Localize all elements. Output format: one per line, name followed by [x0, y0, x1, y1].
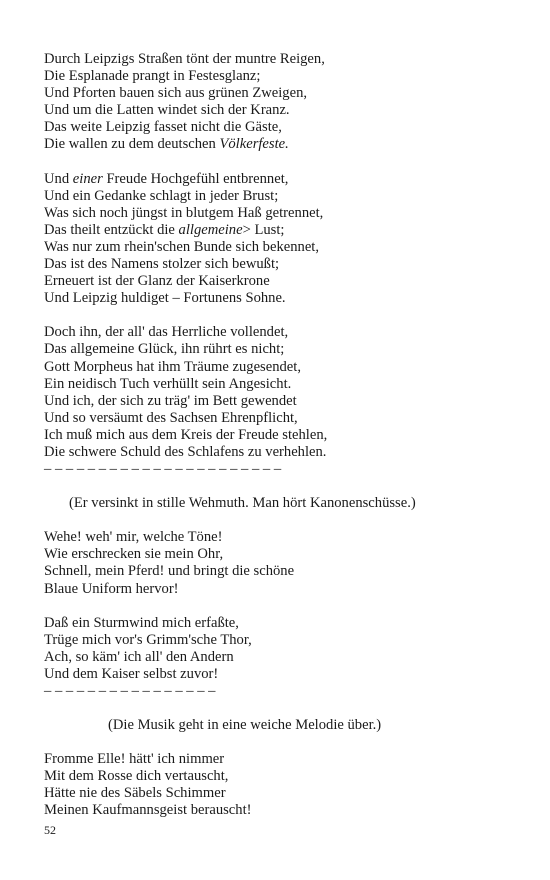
emphasis-text: Völkerfeste. [219, 136, 289, 153]
verse-line: Ich muß mich aus dem Kreis der Freude stehlen, [44, 426, 328, 443]
verse-line: Doch ihn, der all' das Herrliche vollendet, [44, 324, 289, 341]
stanza-4 [44, 529, 514, 597]
stanza-gap [44, 700, 514, 717]
dash-separator: – – – – – – – – – – – – – – – – [44, 683, 216, 699]
verse-text: Die wallen zu dem deutschen [44, 136, 220, 153]
verse-line [44, 222, 514, 239]
verse-line: Mit dem Rosse dich vertauscht, [44, 768, 229, 785]
verse-line [44, 136, 514, 153]
stanza-gap [44, 307, 514, 324]
verse-line: Die schwere Schuld des Schlafens zu verhehlen. [44, 443, 327, 460]
verse-line: Erneuert ist der Glanz der Kaiserkrone [44, 273, 270, 290]
verse-text: Und [44, 170, 73, 187]
verse-line: Fromme Elle! hätt' ich nimmer [44, 751, 225, 768]
verse-line: Gott Morpheus hat ihm Träume zugesendet, [44, 358, 301, 375]
stanza-3 [44, 324, 514, 478]
stanza-gap [44, 512, 514, 529]
verse-line: Und so versäumt des Sachsen Ehrenpflicht, [44, 409, 298, 426]
verse-line: Und Pforten bauen sich aus grünen Zweigen, [44, 85, 308, 102]
verse-line: Und Leipzig huldiget – Fortunens Sohne. [44, 290, 286, 307]
verse-line: Wehe! weh' mir, welche Töne! [44, 529, 223, 546]
verse-line: Und dem Kaiser selbst zuvor! [44, 665, 219, 682]
stanza-5 [44, 615, 514, 700]
dash-separator: – – – – – – – – – – – – – – – – – – – – – – [44, 461, 282, 478]
verse-line: Und ich, der sich zu träg' im Bett gewendet [44, 392, 297, 409]
verse-line [44, 171, 514, 188]
stanza-6 [44, 751, 514, 819]
stanza-gap [44, 598, 514, 615]
verse-line: Trüge mich vor's Grimm'sche Thor, [44, 631, 252, 648]
verse-line: Blaue Uniform hervor! [44, 580, 179, 597]
verse-line: Und ein Gedanke schlagt in jeder Brust; [44, 187, 279, 204]
verse-line: Das allgemeine Glück, ihn rührt es nicht; [44, 341, 285, 358]
stanza-2 [44, 171, 514, 308]
page-body [44, 51, 514, 820]
verse-line: Meinen Kaufmannsgeist berauscht! [44, 802, 252, 819]
emphasis-text: einer [72, 170, 103, 187]
verse-line: Und um die Latten windet sich der Kranz. [44, 102, 290, 119]
verse-line: Das ist des Namens stolzer sich bewußt; [44, 256, 280, 273]
page-number: 52 [44, 823, 56, 837]
emphasis-text: allgemeine [178, 221, 243, 238]
verse-line: Schnell, mein Pferd! und bringt die schöne [44, 563, 295, 580]
verse-line: Ach, so käm' ich all' den Andern [44, 648, 234, 665]
stage-direction: (Die Musik geht in eine weiche Melodie über.) [108, 717, 382, 734]
verse-line: Ein neidisch Tuch verhüllt sein Angesicht. [44, 375, 292, 392]
verse-line: Was nur zum rhein'schen Bunde sich bekennet, [44, 238, 320, 255]
verse-text: Das theilt entzückt die [44, 221, 179, 238]
verse-line: Was sich noch jüngst in blutgem Haß getrennet, [44, 204, 324, 221]
verse-line: Daß ein Sturmwind mich erfaßte, [44, 614, 239, 631]
verse-line: Wie erschrecken sie mein Ohr, [44, 546, 224, 563]
verse-line: Durch Leipzigs Straßen tönt der muntre Reigen, [44, 51, 325, 67]
verse-line: Das weite Leipzig fasset nicht die Gäste, [44, 119, 282, 136]
verse-text: Freude Hochgefühl entbrennet, [102, 170, 289, 187]
verse-line: Die Esplanade prangt in Festesglanz; [44, 68, 261, 85]
verse-line: Hätte nie des Säbels Schimmer [44, 785, 226, 802]
stanza-1 [44, 51, 514, 154]
stanza-gap [44, 478, 514, 495]
stage-direction: (Er versinkt in stille Wehmuth. Man hört Kanonenschüsse.) [69, 495, 416, 512]
verse-text: > Lust; [242, 221, 285, 238]
stanza-gap [44, 734, 514, 751]
stanza-gap [44, 154, 514, 171]
